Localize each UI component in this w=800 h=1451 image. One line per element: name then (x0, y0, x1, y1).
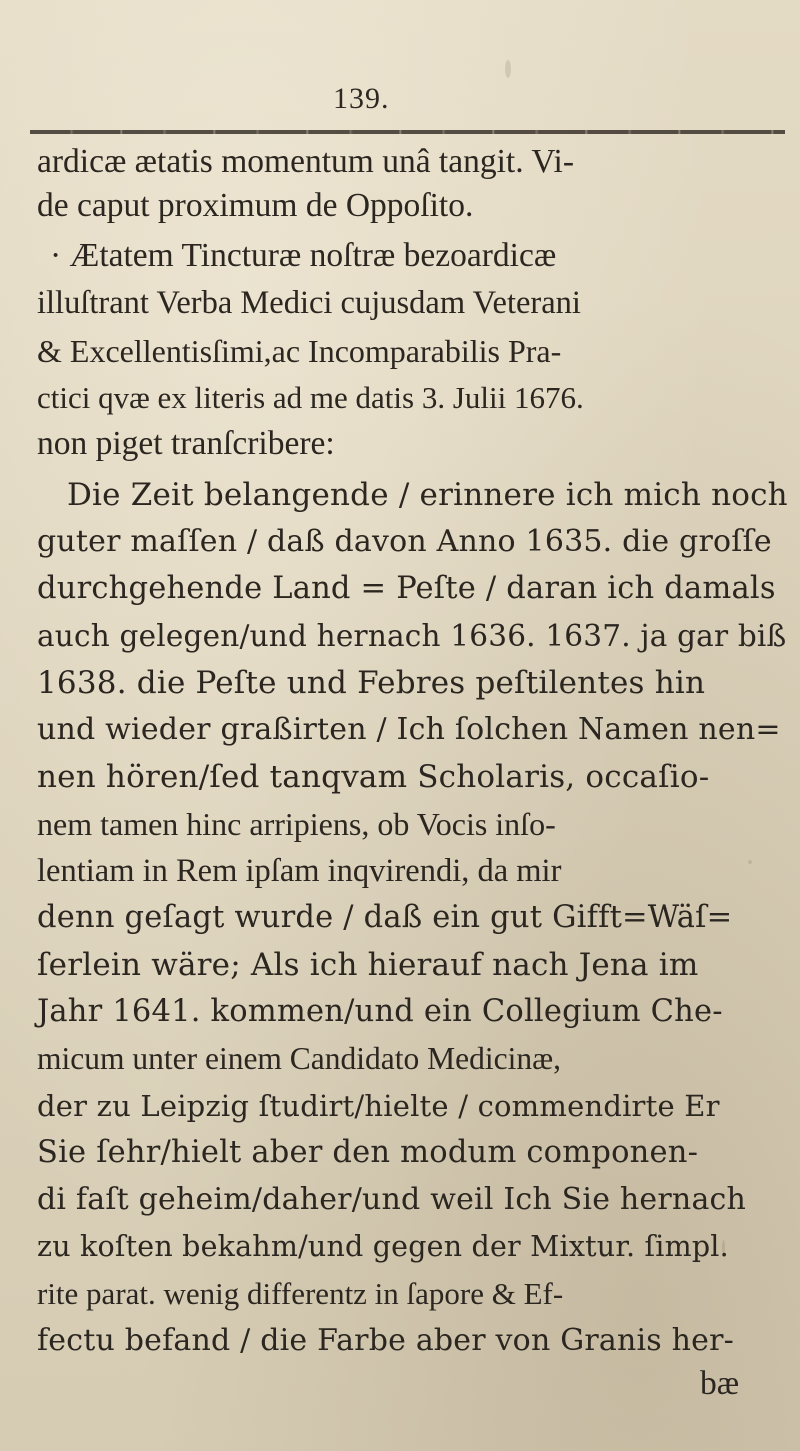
text-line: Sie ſehr/hielt aber den modum componen- (37, 1135, 699, 1170)
text-line: non piget tranſcribere: (37, 425, 335, 462)
text-line: guter maſſen / daß davon Anno 1635. die groſſe (37, 524, 772, 559)
text-line: der zu Leipzig ſtudirt/hielte / commendirte Er (37, 1089, 720, 1123)
text-line: 1638. die Peſte und Febres peſtilentes hin (37, 665, 706, 701)
text-line: & Excellentisſimi,ac Incomparabilis Pra- (37, 333, 562, 369)
text-line: de caput proximum de Oppoſito. (37, 187, 474, 224)
text-line: nen hören/ſed tanqvam Scholaris, occaſio- (37, 759, 710, 795)
text-line: micum unter einem Candidato Medicinæ, (37, 1041, 562, 1076)
text-line: lentiam in Rem ipſam inqvirendi, da mir (37, 853, 562, 889)
text-line: auch gelegen/und hernach 1636. 1637. ja gar biß (37, 619, 787, 653)
text-line: ſerlein wäre; Als ich hierauf nach Jena im (37, 947, 699, 983)
text-line: durchgehende Land = Peſte / daran ich damals (37, 571, 776, 606)
text-line: rite parat. wenig differentz in ſapore & Ef- (37, 1276, 564, 1311)
header-rule (30, 130, 785, 134)
text-line: denn geſagt wurde / daß ein gut Gifft=Wäſ= (37, 900, 733, 935)
text-line: Die Zeit belangende / erinnere ich mich noch (67, 477, 788, 513)
text-line: nem tamen hinc arripiens, ob Vocis inſo- (37, 806, 556, 842)
page-number: 139. (333, 82, 390, 115)
paper-blemish (748, 860, 752, 864)
text-line: fectu befand / die Farbe aber von Granis her- (37, 1323, 734, 1358)
catchword: bæ (700, 1365, 740, 1402)
paper-blemish (505, 60, 511, 78)
text-line: illuſtrant Verba Medici cujusdam Veterani (37, 285, 581, 321)
text-line: · Ætatem Tincturæ noſtræ bezoardicæ (50, 237, 557, 274)
text-line: und wieder graßirten / Ich ſolchen Namen nen= (37, 712, 781, 747)
text-line: ctici qvæ ex literis ad me datis 3. Julii 1676. (37, 380, 584, 415)
text-line: di faſt geheim/daher/und weil Ich Sie hernach (37, 1182, 747, 1217)
text-line: ardicæ ætatis momentum unâ tangit. Vi- (37, 143, 575, 180)
text-line: Jahr 1641. kommen/und ein Collegium Che- (37, 994, 723, 1029)
text-line: zu koſten bekahm/und gegen der Mixtur. ſimpl. (37, 1230, 729, 1263)
